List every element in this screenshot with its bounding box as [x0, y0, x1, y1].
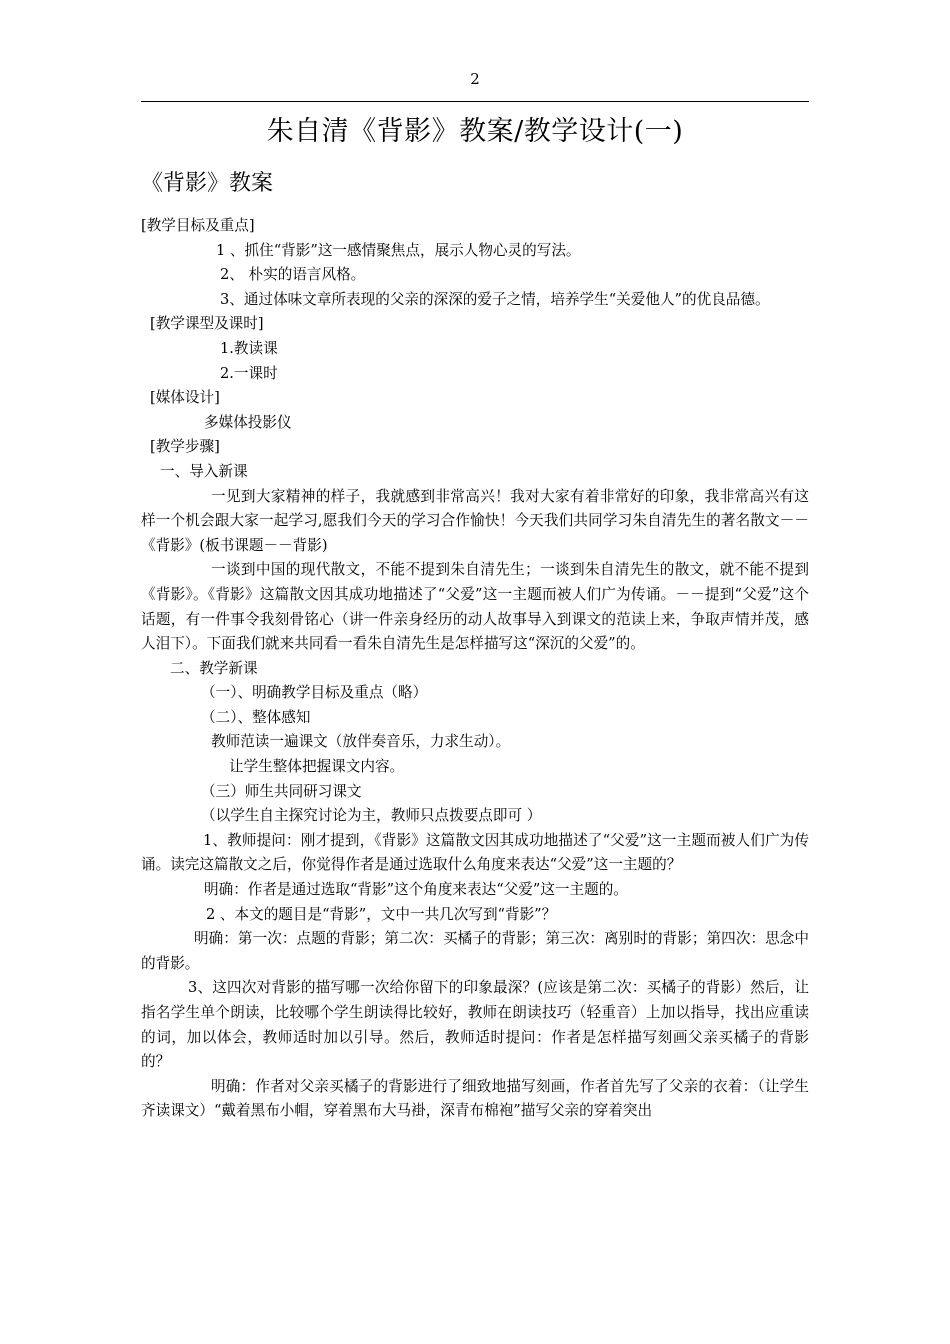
section-heading-goals: [教学目标及重点]: [141, 217, 255, 234]
paragraph: 明确：第一次：点题的背影；第二次：买橘子的背影；第三次：离别时的背影；第四次：思念中的背影。: [141, 930, 809, 972]
document-subtitle: 《背影》教案: [141, 171, 274, 196]
document-title: 朱自清《背影》教案/教学设计(一): [266, 116, 684, 147]
text-line: 2.一课时: [220, 364, 278, 382]
text-line: 1.教读课: [220, 339, 278, 357]
paragraph: 1、教师提问：刚才提到，《背影》这篇散文因其成功地描述了“父爱”这一主题而被人们广为传诵。读完这篇散文之后，你觉得作者是通过选取什么角度来表达“父爱”这一主题的？: [141, 831, 809, 874]
body-text: [141, 214, 809, 1124]
section-heading-lesson-type: [教学课型及课时]: [150, 315, 264, 333]
paragraph: 一谈到中国的现代散文，不能不提到朱自清先生；一谈到朱自清先生的散文，就不能不提到《背影》。《背影》这篇散文因其成功地描述了“父爱”这一主题而被人们广为传诵。－－提到“父爱”这个话题，有一件事令我刻骨铭心（讲一件亲身经历的动人故事导入到课文的范读上来，争取声情并茂，感人泪下）。下面我们就来共同看一看朱自清先生是怎样描写这“深沉的父爱”的。: [141, 561, 809, 653]
step-heading: 二、教学新课: [170, 659, 258, 677]
text-line: 教师范读一遍课文（放伴奏音乐，力求生动）。: [211, 733, 511, 751]
text-line: 让学生整体把握课文内容。: [229, 758, 405, 776]
text-line: （二）、整体感知: [201, 708, 311, 726]
paragraph: 3、这四次对背影的描写哪一次给你留下的印象最深？(应该是第二次：买橘子的背影）然后，让指名学生单个朗读，比较哪个学生朗读得比较好，教师在朗读技巧（轻重音）上加以指导，找出应重读的词，加以体会，教师适时加以引导。然后，教师适时提问：作者是怎样描写刻画父亲买橘子的背影的？: [141, 979, 809, 1071]
step-heading: 一、导入新课: [160, 462, 248, 480]
text-line: 2、 朴实的语言风格。: [220, 266, 366, 284]
paragraph: 一见到大家精神的样子，我就感到非常高兴！我对大家有着非常好的印象，我非常高兴有这样一个机会跟大家一起学习,愿我们今天的学习合作愉快！今天我们共同学习朱自清先生的著名散文－－《背影》(板书课题－－背影): [141, 487, 809, 554]
text-line: 2 、本文的题目是“背影”，文中一共几次写到“背影”？: [206, 905, 557, 923]
page-number: 2: [470, 70, 480, 88]
text-line: （以学生自主探究讨论为主，教师只点拨要点即可 ）: [201, 807, 542, 825]
text-line: 明确：作者是通过选取“背影”这个角度来表达“父爱”这一主题的。: [204, 881, 628, 899]
text-line: 多媒体投影仪: [204, 413, 292, 431]
header-rule: [141, 101, 809, 102]
text-line: 1 、抓住“背影”这一感情聚焦点，展示人物心灵的写法。: [216, 241, 581, 259]
paragraph: 3、通过体味文章所表现的父亲的深深的爱子之情，培养学生“关爱他人”的优良品德。: [220, 290, 770, 308]
text-line: （三）师生共同研习课文: [201, 782, 362, 800]
section-heading-steps: [教学步骤]: [150, 438, 220, 456]
text-line: （一）、明确教学目标及重点（略）: [201, 684, 428, 702]
paragraph: 明确：作者对父亲买橘子的背影进行了细致地描写刻画，作者首先写了父亲的衣着：（让学生齐读课文）“戴着黑布小帽，穿着黑布大马褂，深青布棉袍”描写父亲的穿着突出: [141, 1077, 809, 1120]
section-heading-media: [媒体设计]: [150, 389, 220, 407]
